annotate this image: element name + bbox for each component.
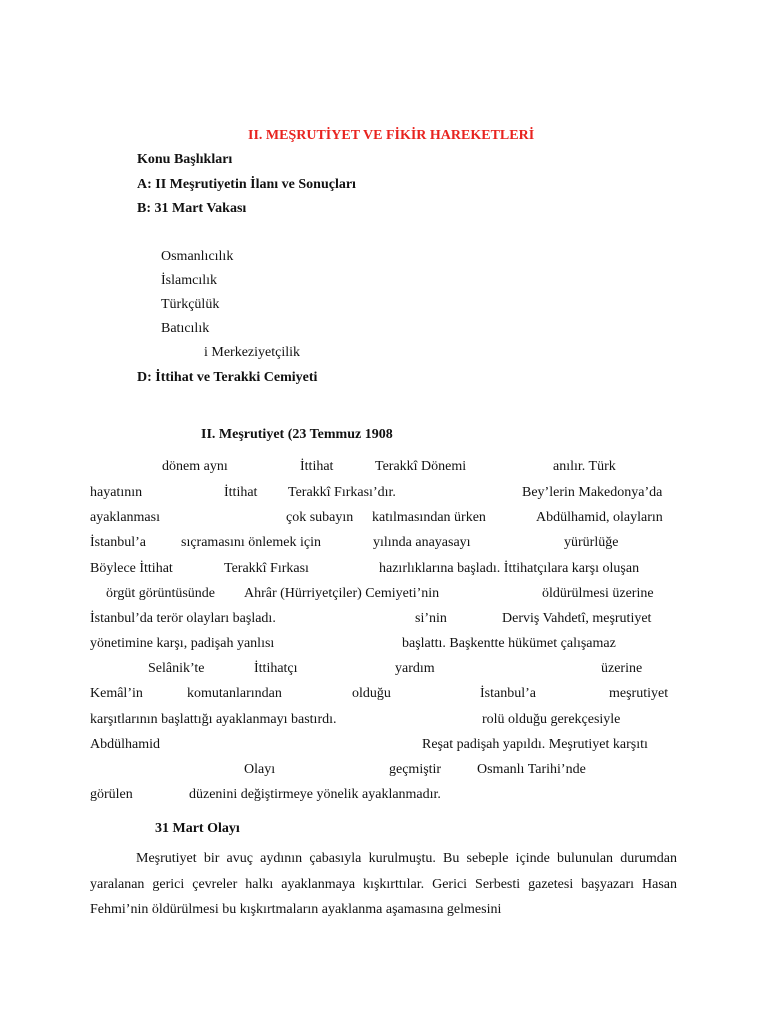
text-line xyxy=(90,787,677,803)
text-fragment: yönetimine karşı, padişah yanlısı xyxy=(90,636,275,651)
text-line xyxy=(90,686,677,702)
text-fragment: İttihat xyxy=(224,485,258,500)
text-fragment: Ahrâr (Hürriyetçiler) Cemiyeti’nin xyxy=(244,586,440,601)
text-fragment: hazırlıklarına başladı. İttihatçılara karşı oluşan xyxy=(379,561,640,576)
text-fragment: üzerine xyxy=(601,661,643,676)
text-fragment: Reşat padişah yapıldı. Meşrutiyet karşıtı xyxy=(422,737,648,752)
section2-heading: 31 Mart Olayı xyxy=(155,821,240,836)
text-fragment: anılır. Türk xyxy=(553,459,616,474)
text-line xyxy=(90,586,677,602)
text-fragment: dönem aynı xyxy=(162,459,228,474)
text-fragment: meşrutiyet xyxy=(609,686,669,701)
text-line xyxy=(90,762,677,778)
text-fragment: yılında anayasayı xyxy=(373,535,471,550)
text-fragment: başlattı. Başkentte hükümet çalışamaz xyxy=(402,636,616,651)
text-fragment: düzenini değiştirmeye yönelik ayaklanmadır. xyxy=(189,787,441,802)
text-fragment: İstanbul’da terör olayları başladı. xyxy=(90,611,276,626)
text-fragment: çok subayın xyxy=(286,510,354,525)
topics-heading: Konu Başlıkları xyxy=(137,152,233,167)
topic-item: i Merkeziyetçilik xyxy=(204,345,301,360)
text-fragment: görülen xyxy=(90,787,133,802)
text-fragment: hayatının xyxy=(90,485,143,500)
topic-item: İslamcılık xyxy=(161,273,217,288)
text-line xyxy=(90,535,677,551)
text-fragment: Osmanlı Tarihi’nde xyxy=(477,762,586,777)
text-fragment: Terakkî Fırkası’dır. xyxy=(288,485,396,500)
text-fragment: si’nin xyxy=(415,611,447,626)
text-line xyxy=(90,561,677,577)
text-fragment: yürürlüğe xyxy=(564,535,619,550)
text-fragment: öldürülmesi üzerine xyxy=(542,586,654,601)
topic-d: D: İttihat ve Terakki Cemiyeti xyxy=(137,370,318,385)
topic-b: B: 31 Mart Vakası xyxy=(137,201,247,216)
text-fragment: İttihat xyxy=(300,459,334,474)
topic-a: A: II Meşrutiyetin İlanı ve Sonuçları xyxy=(137,177,356,192)
text-line xyxy=(90,661,677,677)
document-title: II. MEŞRUTİYET VE FİKİR HAREKETLERİ xyxy=(248,128,535,143)
text-fragment: Terakkî Dönemi xyxy=(375,459,467,474)
text-fragment: İttihatçı xyxy=(254,661,298,676)
text-fragment: İstanbul’a xyxy=(90,535,146,550)
text-fragment: İstanbul’a xyxy=(480,686,536,701)
text-fragment: katılmasından ürken xyxy=(372,510,486,525)
text-fragment: komutanlarından xyxy=(187,686,282,701)
text-fragment: Bey’lerin Makedonya’da xyxy=(522,485,663,500)
text-fragment: Abdülhamid xyxy=(90,737,160,752)
text-fragment: Kemâl’in xyxy=(90,686,143,701)
text-line xyxy=(90,611,677,627)
text-line xyxy=(90,712,677,728)
text-fragment: karşıtlarının başlattığı ayaklanmayı bastırdı. xyxy=(90,712,337,727)
topic-item: Osmanlıcılık xyxy=(161,249,234,264)
text-fragment: olduğu xyxy=(352,686,391,701)
text-fragment: Terakkî Fırkası xyxy=(224,561,309,576)
text-fragment: ayaklanması xyxy=(90,510,160,525)
topic-item: Batıcılık xyxy=(161,321,210,336)
section1-heading: II. Meşrutiyet (23 Temmuz 1908 xyxy=(201,427,393,442)
text-fragment: Abdülhamid, olayların xyxy=(536,510,663,525)
text-fragment: Olayı xyxy=(244,762,276,777)
text-fragment: rolü olduğu gerekçesiyle xyxy=(482,712,621,727)
text-line xyxy=(90,485,677,501)
text-line xyxy=(90,737,677,753)
text-fragment: Derviş Vahdetî, meşrutiyet xyxy=(502,611,652,626)
section2-paragraph: Meşrutiyet bir avuç aydının çabasıyla kurulmuştu. Bu sebeple içinde bulunulan durumdan yaralanan gerici çevreler halkı ayaklanmaya kışkırttılar. Gerici Serbesti gazetesi başyazarı Hasan Fehmi’nin öldürülmesi bu kışkırtmaların ayaklanma aşamasına gelmesini xyxy=(90,851,677,917)
text-fragment: örgüt görüntüsünde xyxy=(106,586,216,601)
text-fragment: yardım xyxy=(395,661,435,676)
text-fragment: sıçramasını önlemek için xyxy=(181,535,321,550)
text-fragment: geçmiştir xyxy=(389,762,442,777)
text-line xyxy=(90,459,677,475)
text-line xyxy=(90,636,677,652)
topic-item: Türkçülük xyxy=(161,297,220,312)
text-line xyxy=(90,510,677,526)
text-fragment: Selânik’te xyxy=(148,661,205,676)
text-fragment: Böylece İttihat xyxy=(90,561,173,576)
